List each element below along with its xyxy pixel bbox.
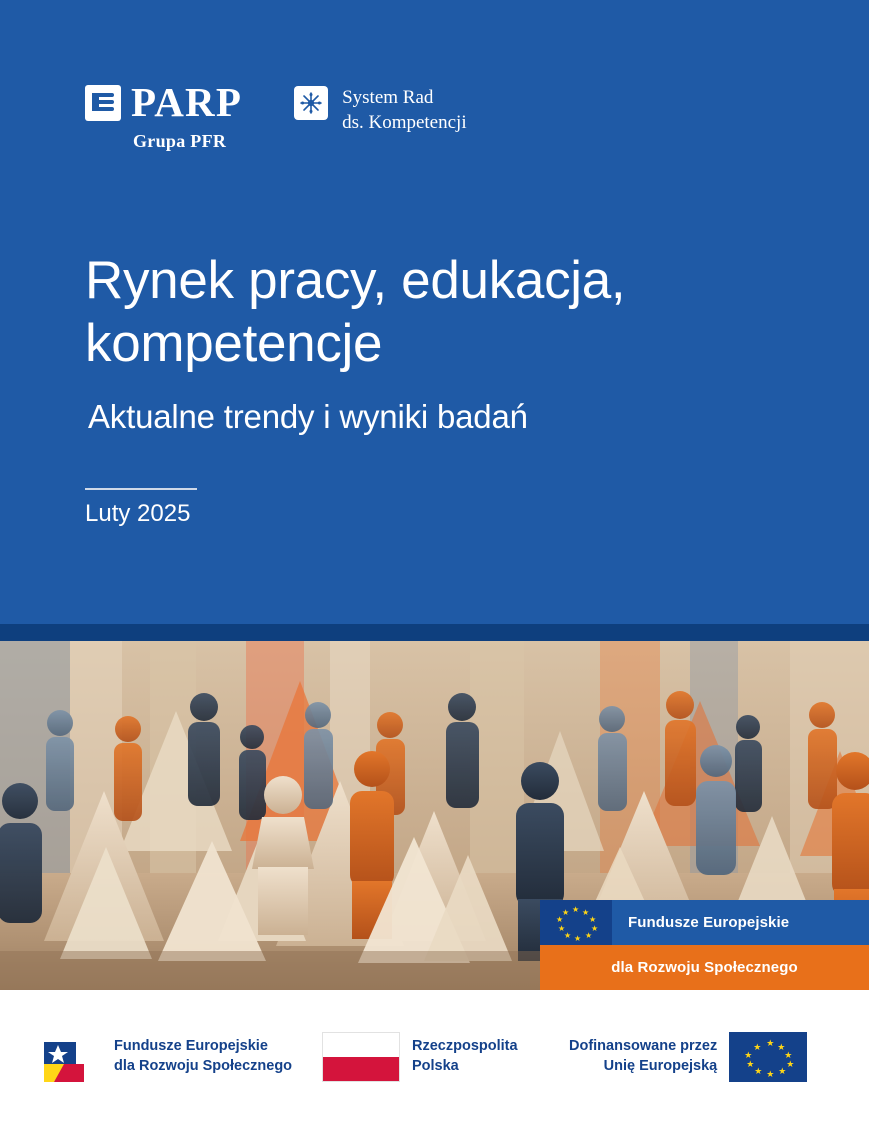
system-rad-label bbox=[342, 86, 467, 135]
footer-logo-bar bbox=[0, 990, 869, 1123]
badge-bottom-row bbox=[540, 945, 869, 990]
eu-flag-icon: ★ ★ ★ ★ ★ ★ ★ ★ ★ ★ bbox=[540, 900, 612, 945]
footer-funds-line2: dla Rozwoju Społecznego bbox=[114, 1057, 293, 1074]
badge-top-row bbox=[540, 900, 869, 945]
eu-funds-overlay-badge bbox=[540, 900, 869, 990]
footer-funds-line1: Fundusze Europejskie bbox=[114, 1037, 268, 1054]
footer-poland-line2: Polska bbox=[412, 1057, 459, 1074]
badge-top-label: Fundusze Europejskie bbox=[628, 914, 790, 931]
title-divider bbox=[85, 488, 197, 490]
parp-logo bbox=[85, 79, 243, 152]
page-subtitle: Aktualne trendy i wyniki badań bbox=[88, 398, 528, 435]
footer-funds-logo bbox=[44, 1036, 292, 1078]
parp-wordmark: PARP bbox=[131, 79, 243, 125]
footer-eu-line2: Unię Europejską bbox=[603, 1057, 718, 1074]
parp-document-icon bbox=[85, 85, 121, 121]
system-rad-line1: System Rad bbox=[342, 87, 434, 108]
hero-bottom-strip bbox=[0, 624, 869, 641]
publication-date: Luty 2025 bbox=[85, 500, 191, 527]
system-rad-logo bbox=[294, 86, 467, 135]
footer-eu-label bbox=[569, 1037, 717, 1076]
page-title: Rynek pracy, edukacja, kompetencje bbox=[85, 251, 626, 373]
poland-flag-icon bbox=[322, 1032, 400, 1082]
footer-poland-label bbox=[412, 1037, 518, 1076]
parp-tagline: Grupa PFR bbox=[133, 131, 227, 151]
footer-poland-logo bbox=[322, 1032, 518, 1082]
snowflake-icon bbox=[294, 86, 328, 120]
footer-funds-label bbox=[114, 1037, 292, 1076]
eu-flag-icon: ★ ★ ★ ★ ★ ★ ★ ★ ★ ★ bbox=[729, 1032, 807, 1082]
cover-photo bbox=[0, 641, 869, 990]
system-rad-line2: ds. Kompetencji bbox=[342, 111, 467, 133]
footer-eu-logo bbox=[569, 1032, 807, 1082]
footer-poland-line1: Rzeczpospolita bbox=[412, 1037, 518, 1054]
fundusze-europejskie-icon bbox=[44, 1036, 102, 1078]
badge-bottom-label: dla Rozwoju Społecznego bbox=[611, 959, 798, 976]
logo-row bbox=[85, 79, 467, 152]
footer-eu-line1: Dofinansowane przez bbox=[569, 1037, 718, 1054]
